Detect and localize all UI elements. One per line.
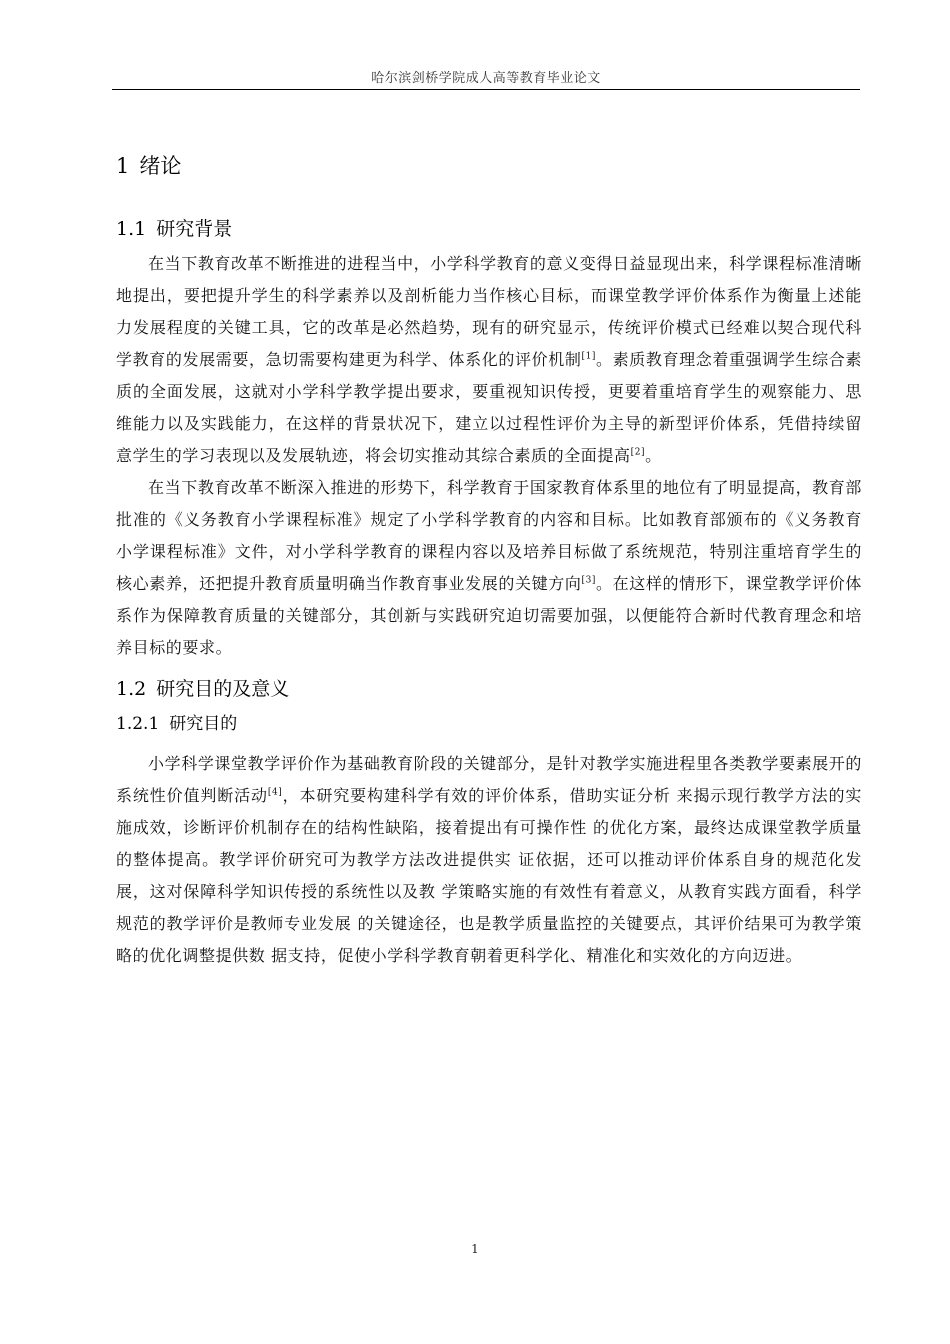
- body-paragraph: [116, 472, 862, 664]
- subsection-title: 研究目的: [169, 714, 238, 734]
- header-rule: [112, 89, 860, 90]
- section-number: 1.1: [116, 218, 147, 240]
- chapter-heading: [116, 152, 862, 180]
- section-title: 研究背景: [156, 218, 233, 240]
- paragraph-text: 在当下教育改革不断深入推进的形势下，科学教育于国家教育体系里的地位有了明显提高，教育部批准的《义务教育小学课程标准》规定了小学科学教育的内容和目标。比如教育部颁布的《义务教育小学课程标准》文件，对小学科学教育的课程内容以及培养目标做了系统规范，特别注重培育学生的核心素养，还把提升教育质量明确当作教育事业发展的关键方向: [116, 478, 862, 593]
- paragraph-text: 在当下教育改革不断推进的进程当中，小学科学教育的意义变得日益显现出来，科学课程标准清晰地提出，要把提升学生的科学素养以及剖析能力当作核心目标，而课堂教学评价体系作为衡量上述能力发展程度的关键工具，它的改革是必然趋势，现有的研究显示，传统评价模式已经难以契合现代科学教育的发展需要，急切需要构建更为科学、体系化的评价机制: [116, 254, 862, 369]
- citation-ref: [3]: [581, 575, 597, 586]
- running-header: 哈尔滨剑桥学院成人高等教育毕业论文: [371, 71, 601, 86]
- subsection-number: 1.2.1: [116, 714, 160, 734]
- paragraph-text: 。在这样的情形下，课堂教学评价体系作为保障教育质量的关键部分，其创新与实践研究迫切需要加强，以便能符合新时代教育理念和培养目标的要求。: [116, 574, 862, 657]
- page-content: [116, 140, 862, 972]
- body-paragraph: [116, 248, 862, 472]
- section-number: 1.2: [116, 678, 147, 700]
- chapter-number: 1: [116, 154, 130, 178]
- section-heading: [116, 216, 862, 242]
- paragraph-text: 。: [645, 446, 662, 465]
- paragraph-text: 小学科学课堂教学评价作为基础教育阶段的关键部分，是针对教学实施进程里各类教学要素展开的系统性价值判断活动: [116, 754, 862, 805]
- paragraph-text: ，本研究要构建科学有效的评价体系，借助实证分析 来揭示现行教学方法的实施成效，诊断评价机制存在的结构性缺陷，接着提出有可操作性 的优化方案，最终达成课堂教学质量的整体提高。教学评价研究可为教学方法改进提供实 证依据，还可以推动评价体系自身的规范化发展，这对保障科学知识传授的系统性以及教 学策略实施的有效性有着意义，从教育实践方面看，科学规范的教学评价是教师专业发展 的关键途径，也是教学质量监控的关键要点，其评价结果可为教学策略的优化调整提供数 据支持，促使小学科学教育朝着更科学化、精准化和实效化的方向迈进。: [116, 786, 862, 965]
- page-number: 1: [471, 1242, 479, 1256]
- citation-ref: [1]: [581, 351, 597, 362]
- section-title: 研究目的及意义: [156, 678, 290, 700]
- paragraph-text: 。素质教育理念着重强调学生综合素质的全面发展，这就对小学科学教学提出要求，要重视知识传授，更要着重培育学生的观察能力、思维能力以及实践能力，在这样的背景状况下，建立以过程性评价为主导的新型评价体系，凭借持续留意学生的学习表现以及发展轨迹，将会切实推动其综合素质的全面提高: [116, 350, 862, 465]
- chapter-title: 绪论: [139, 154, 182, 178]
- citation-ref: [2]: [630, 447, 646, 458]
- citation-ref: [4]: [267, 787, 283, 798]
- body-paragraph: [116, 748, 862, 972]
- subsection-heading: [116, 712, 862, 736]
- section-heading: [116, 676, 862, 702]
